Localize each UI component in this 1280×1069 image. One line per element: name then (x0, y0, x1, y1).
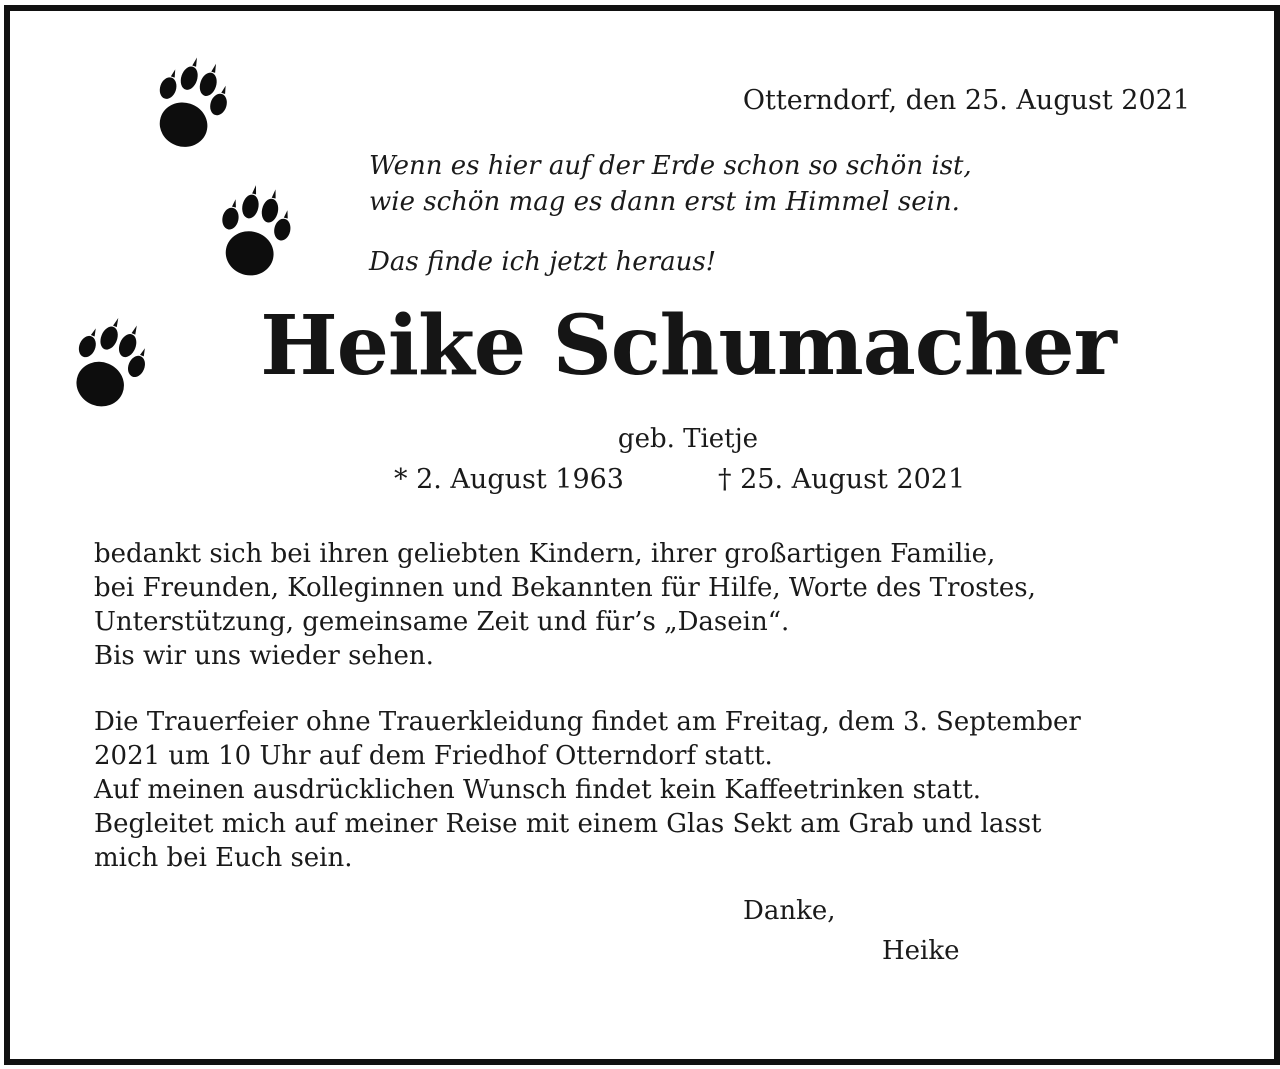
text-line: bei Freunden, Kolleginnen und Bekannten für Hilfe, Worte des Trostes, (94, 573, 1036, 603)
signature: Heike (882, 936, 960, 966)
paw-print-graphic (150, 56, 232, 154)
text-line: mich bei Euch sein. (94, 843, 353, 873)
text-line: Unterstützung, gemeinsame Zeit und für’s „Dasein“. (94, 607, 790, 637)
text-line: Die Trauerfeier ohne Trauerkleidung findet am Freitag, dem 3. September (94, 707, 1081, 737)
text-line: Begleitet mich auf meiner Reise mit einem Glas Sekt am Grab und lasst (94, 809, 1042, 839)
deceased-name: Heike Schumacher (260, 298, 1116, 394)
death-date: † 25. August 2021 (718, 464, 966, 495)
quote-line: wie schön mag es dann erst im Himmel sein. (369, 187, 960, 217)
quote-line: Wenn es hier auf der Erde schon so schön ist, (369, 151, 972, 181)
birth-date: * 2. August 1963 (394, 464, 624, 495)
paw-print-graphic (214, 184, 296, 282)
text-line: 2021 um 10 Uhr auf dem Friedhof Otterndorf statt. (94, 741, 773, 771)
paw-print-icon (214, 184, 296, 282)
closing-thanks: Danke, (743, 896, 836, 926)
maiden-name: geb. Tietje (617, 424, 759, 454)
text-line: bedankt sich bei ihren geliebten Kindern, ihrer großartigen Familie, (94, 539, 996, 569)
quote-block (369, 148, 972, 220)
text-line: Bis wir uns wieder sehen. (94, 641, 434, 671)
place-date: Otterndorf, den 25. August 2021 (742, 85, 1190, 116)
quote-closing-line: Das finde ich jetzt heraus! (369, 247, 717, 277)
paw-print-icon (150, 56, 232, 154)
text-line: Auf meinen ausdrücklichen Wunsch findet kein Kaffeetrinken statt. (94, 775, 982, 805)
thanks-paragraph (94, 537, 1186, 673)
funeral-paragraph (94, 705, 1186, 875)
